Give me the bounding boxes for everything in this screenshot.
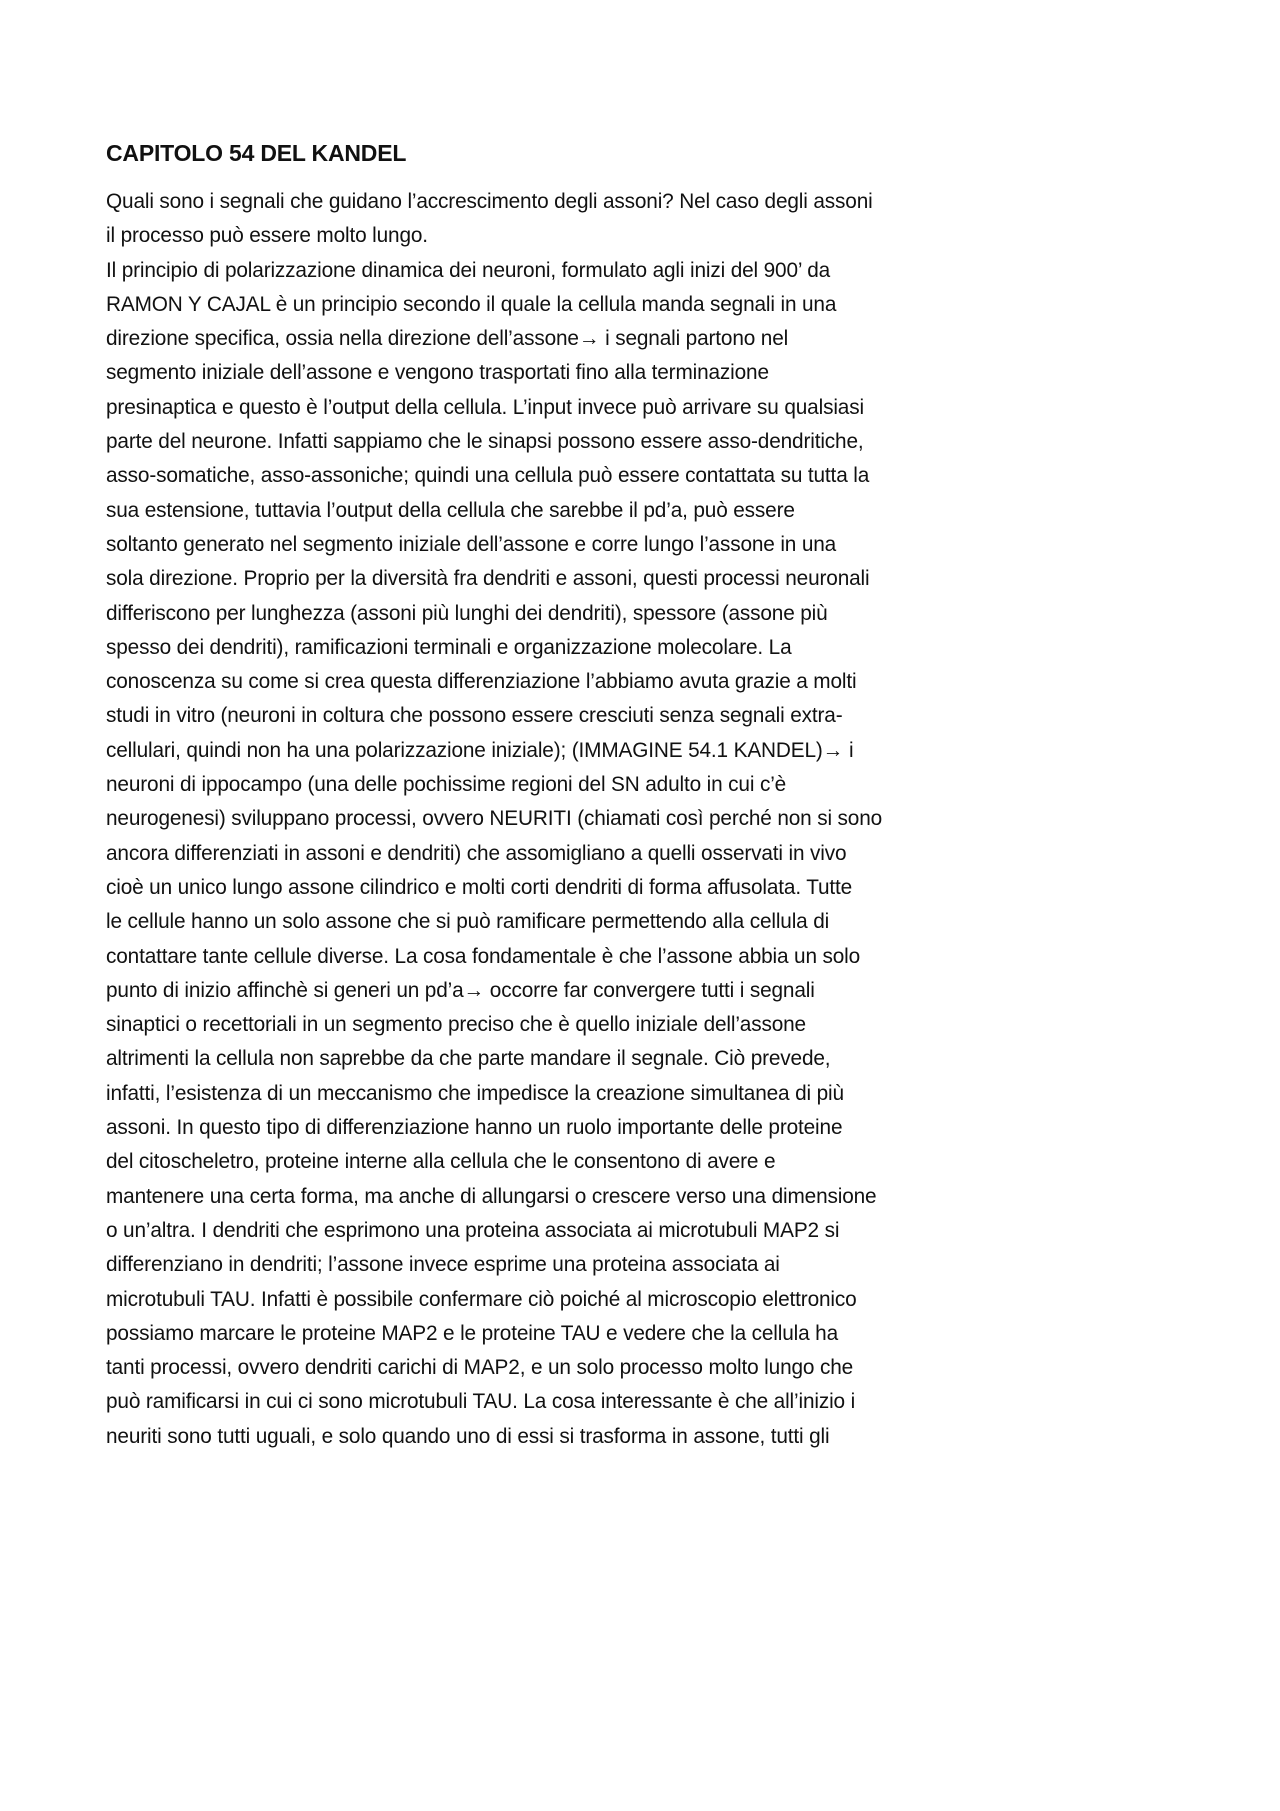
body-line: Quali sono i segnali che guidano l’accrescimento degli assoni? Nel caso degli assoni [106, 190, 873, 213]
body-line: punto di inizio affinchè si generi un pd’a→ occorre far convergere tutti i segnali [106, 978, 815, 1002]
body-line: possiamo marcare le proteine MAP2 e le proteine TAU e vedere che la cellula ha [106, 1321, 838, 1345]
body-line: le cellule hanno un solo assone che si può ramificare permettendo alla cellula di [106, 910, 830, 934]
body-line: il processo può essere molto lungo. [106, 224, 428, 248]
body-line: assoni. In questo tipo di differenziazione hanno un ruolo importante delle proteine [106, 1116, 843, 1140]
body-line: Il principio di polarizzazione dinamica dei neuroni, formulato agli inizi del 900’ da [106, 258, 831, 282]
body-line: presinaptica e questo è l’output della cellula. L’input invece può arrivare su qualsiasi [106, 395, 864, 419]
body-line: differenziano in dendriti; l’assone invece esprime una proteina associata ai [106, 1253, 780, 1277]
body-line: sua estensione, tuttavia l’output della cellula che sarebbe il pd’a, può essere [106, 498, 795, 522]
body-line: altrimenti la cellula non saprebbe da che parte mandare il segnale. Ciò prevede, [106, 1047, 831, 1071]
body-line: parte del neurone. Infatti sappiamo che le sinapsi possono essere asso-dendritiche, [106, 430, 864, 454]
body-line: conoscenza su come si crea questa differenziazione l’abbiamo avuta grazie a molti [106, 670, 857, 694]
body-line: del citoscheletro, proteine interne alla cellula che le consentono di avere e [106, 1150, 776, 1174]
body-line: mantenere una certa forma, ma anche di allungarsi o crescere verso una dimensione [106, 1184, 877, 1208]
body-line: sinaptici o recettoriali in un segmento preciso che è quello iniziale dell’assone [106, 1013, 806, 1037]
body-line: direzione specifica, ossia nella direzione dell’assone→ i segnali partono nel [106, 327, 789, 351]
body-line: differiscono per lunghezza (assoni più lunghi dei dendriti), spessore (assone più [106, 601, 828, 625]
body-line: spesso dei dendriti), ramificazioni terminali e organizzazione molecolare. La [106, 635, 792, 659]
body-line: o un’altra. I dendriti che esprimono una proteina associata ai microtubuli MAP2 si [106, 1218, 840, 1242]
body-line: neurogenesi) sviluppano processi, ovvero NEURITI (chiamati così perché non si sono [106, 807, 883, 831]
body-line: sola direzione. Proprio per la diversità fra dendriti e assoni, questi processi neuronali [106, 567, 870, 591]
body-line: tanti processi, ovvero dendriti carichi di MAP2, e un solo processo molto lungo che [106, 1356, 854, 1380]
body-line: RAMON Y CAJAL è un principio secondo il quale la cellula manda segnali in una [106, 292, 837, 316]
body-line: studi in vitro (neuroni in coltura che possono essere cresciuti senza segnali extra- [106, 704, 843, 728]
body-line: microtubuli TAU. Infatti è possibile confermare ciò poiché al microscopio elettronico [106, 1287, 857, 1311]
body-line: asso-somatiche, asso-assoniche; quindi una cellula può essere contattata su tutta la [106, 464, 870, 488]
body-line: cellulari, quindi non ha una polarizzazione iniziale); (IMMAGINE 54.1 KANDEL)→ i [106, 738, 854, 762]
body-line: infatti, l’esistenza di un meccanismo che impedisce la creazione simultanea di più [106, 1081, 844, 1105]
body-line: contattare tante cellule diverse. La cosa fondamentale è che l’assone abbia un solo [106, 944, 861, 968]
body-line: segmento iniziale dell’assone e vengono trasportati fino alla terminazione [106, 361, 769, 385]
body-line: cioè un unico lungo assone cilindrico e molti corti dendriti di forma affusolata. Tutte [106, 875, 853, 899]
body-line: neuroni di ippocampo (una delle pochissime regioni del SN adulto in cui c’è [106, 773, 787, 797]
body-line: soltanto generato nel segmento iniziale dell’assone e corre lungo l’assone in una [106, 532, 837, 556]
body-line: può ramificarsi in cui ci sono microtubuli TAU. La cosa interessante è che all’inizio i [106, 1390, 856, 1414]
document-title: CAPITOLO 54 DEL KANDEL [106, 140, 407, 166]
document-body [106, 185, 1026, 1454]
body-line: ancora differenziati in assoni e dendriti) che assomigliano a quelli osservati in vivo [106, 841, 847, 865]
body-line: neuriti sono tutti uguali, e solo quando uno di essi si trasforma in assone, tutti gli [106, 1424, 830, 1448]
